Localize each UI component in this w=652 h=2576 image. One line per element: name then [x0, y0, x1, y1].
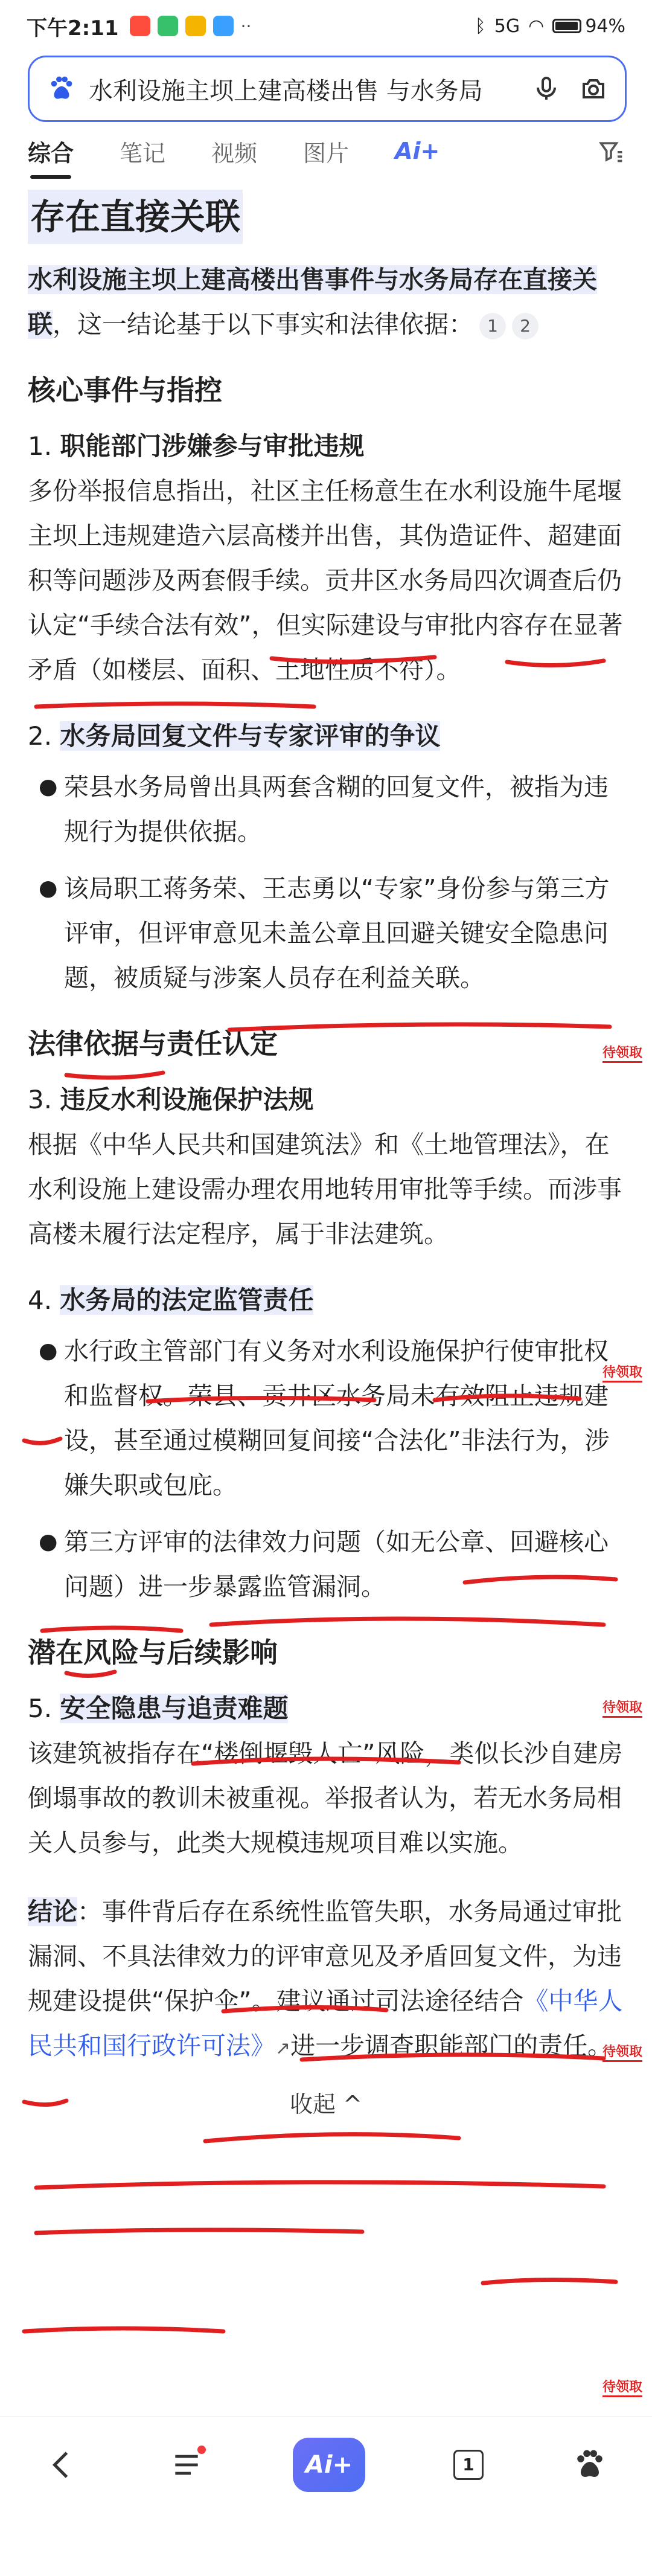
item-title: 水务局回复文件与专家评审的争议 [60, 721, 441, 751]
bluetooth-icon: ᛒ [475, 15, 486, 37]
section-heading: 潜在风险与后续影响 [28, 1636, 278, 1669]
pending-mark: 待领取 [602, 1697, 642, 1718]
item-title: 水务局的法定监管责任 [60, 1285, 314, 1315]
search-input[interactable] [89, 75, 514, 103]
underline-stroke [205, 2134, 459, 2141]
item-heading [28, 1686, 624, 1731]
baidu-paw-icon [46, 74, 77, 104]
lead-bold: 水利设施主坝上建高楼出售事件与水务局存在直接关联 [28, 265, 597, 339]
item-heading [28, 1278, 624, 1323]
underline-stroke [24, 2328, 223, 2331]
item-title: 安全隐患与追责难题 [60, 1694, 289, 1723]
bullet-text: 第三方评审的法律效力问题（如无公章、回避核心问题）进一步暴露监管漏洞。 [64, 1527, 609, 1601]
battery-indicator [552, 16, 625, 37]
item-number: 2. [28, 721, 53, 751]
underline-stroke [36, 2230, 362, 2233]
filter-icon[interactable] [598, 138, 624, 164]
item-heading [28, 714, 624, 759]
item-body: 根据《中华人民共和国建筑法》和《土地管理法》，在水利设施上建设需办理农用地转用审批等手续。而涉事高楼未履行法定程序，属于非法建筑。 [28, 1130, 622, 1248]
section-heading: 法律依据与责任认定 [28, 1027, 278, 1060]
search-tabs [0, 124, 652, 178]
microphone-icon[interactable] [532, 74, 561, 103]
search-box[interactable] [28, 56, 627, 122]
bullet-text: 水行政主管部门有义务对水利设施保护行使审批权和监督权。荣县、贡井区水务局未有效阻止违规建设，甚至通过模糊回复间接“合法化”非法行为，涉嫌失职或包庇。 [64, 1337, 610, 1500]
bullet-item: ● 水行政主管部门有义务对水利设施保护行使审批权和监督权。荣县、贡井区水务局未有效阻止违规建设，甚至通过模糊回复间接“合法化”非法行为，涉嫌失职或包庇。 [28, 1329, 624, 1508]
notification-app-icon [213, 16, 234, 36]
pending-mark: 待领取 [602, 2041, 642, 2062]
bottom-nav [0, 2416, 652, 2513]
tab-notes[interactable]: 笔记 [120, 140, 166, 167]
baidu-home-icon[interactable] [572, 2447, 608, 2483]
battery-icon [552, 19, 581, 33]
camera-icon[interactable] [579, 74, 608, 103]
status-bar [0, 0, 652, 52]
pending-mark: 待领取 [602, 1362, 642, 1383]
pending-mark: 待领取 [602, 2377, 642, 2397]
item-number: 4. [28, 1285, 53, 1315]
signal-icon: 5G [494, 15, 520, 37]
item-heading [28, 1078, 624, 1122]
tab-comprehensive[interactable]: 综合 [28, 129, 74, 174]
conclusion-paragraph [28, 1889, 624, 2071]
notification-app-icon [158, 16, 178, 36]
collapse-button[interactable]: 收起 ^ [290, 2091, 362, 2118]
conclusion-label: 结论 [28, 1897, 77, 1926]
bullet-text: 该局职工蒋务荣、王志勇以“专家”身份参与第三方评审，但评审意见未盖公章且回避关键安全隐患问题，被质疑与涉案人员存在利益关联。 [64, 874, 610, 992]
bullet-text: 荣县水务局曾出具两套含糊的回复文件，被指为违规行为提供依据。 [64, 772, 609, 846]
more-notifications-icon: ·· [240, 16, 252, 36]
item-number: 1. [28, 431, 53, 461]
notification-app-icon [130, 16, 150, 36]
tab-ai[interactable]: Ai+ [395, 138, 440, 164]
tab-videos[interactable]: 视频 [211, 140, 258, 167]
section-heading: 核心事件与指控 [28, 374, 222, 406]
item-heading [28, 424, 624, 469]
lead-paragraph [28, 257, 624, 347]
bullet-item: ● 第三方评审的法律效力问题（如无公章、回避核心问题）进一步暴露监管漏洞。 [28, 1520, 624, 1609]
item-title: 职能部门涉嫌参与审批违规 [60, 431, 365, 461]
citation-2[interactable]: 2 [512, 313, 539, 339]
item-number: 5. [28, 1694, 53, 1723]
item-title: 违反水利设施保护法规 [60, 1085, 314, 1114]
battery-percent: 94% [585, 15, 625, 37]
lead-rest: ，这一结论基于以下事实和法律依据： [53, 310, 473, 339]
tab-count-button[interactable]: 1 [453, 2450, 484, 2480]
wifi-icon: ◠ [528, 15, 545, 37]
status-time: 下午2:11 [27, 16, 119, 40]
answer-title: 存在直接关联 [28, 190, 243, 244]
tab-images[interactable]: 图片 [303, 140, 350, 167]
ai-answer [28, 181, 624, 2119]
underline-stroke [483, 2279, 616, 2283]
underline-stroke [36, 2182, 604, 2188]
item-body: 该建筑被指存在“楼倒堰毁人亡”风险，类似长沙自建房倒塌事故的教训未被重视。举报者认为，若无水务局相关人员参与，此类大规模违规项目难以实施。 [28, 1739, 623, 1857]
item-body: 多份举报信息指出，社区主任杨意生在水利设施牛尾堰主坝上违规建造六层高楼并出售，其伪造证件、超建面积等问题涉及两套假手续。贡井区水务局四次调查后仍认定“手续合法有效”，但实际建设与审批内容存在显著矛盾（如楼层、面积、土地性质不符）。 [28, 477, 623, 684]
law-link[interactable]: 《中华人民共和国行政许可法》 [28, 1987, 623, 2060]
citation-1[interactable]: 1 [479, 313, 506, 339]
item-number: 3. [28, 1085, 53, 1114]
bullet-item: ● 荣县水务局曾出具两套含糊的回复文件，被指为违规行为提供依据。 [28, 765, 624, 854]
pending-mark: 待领取 [602, 1042, 642, 1063]
bullet-item: ● 该局职工蒋务荣、王志勇以“专家”身份参与第三方评审，但评审意见未盖公章且回避关键安全隐患问题，被质疑与涉案人员存在利益关联。 [28, 866, 624, 1000]
notification-app-icon [185, 16, 206, 36]
menu-button[interactable] [168, 2447, 205, 2483]
conclusion-text: ：事件背后存在系统性监管失职，水务局通过审批漏洞、不具法律效力的评审意见及矛盾回复文件，为违规建设提供“保护伞”。建议通过司法途径结合 [28, 1897, 622, 2016]
ai-assistant-button[interactable]: Ai+ [293, 2438, 365, 2492]
back-icon[interactable] [44, 2447, 80, 2483]
conclusion-text-end: 进一步调查职能部门的责任。 [290, 2031, 613, 2060]
link-icon[interactable]: ↗ [275, 2038, 291, 2059]
notification-dot [197, 2446, 206, 2454]
